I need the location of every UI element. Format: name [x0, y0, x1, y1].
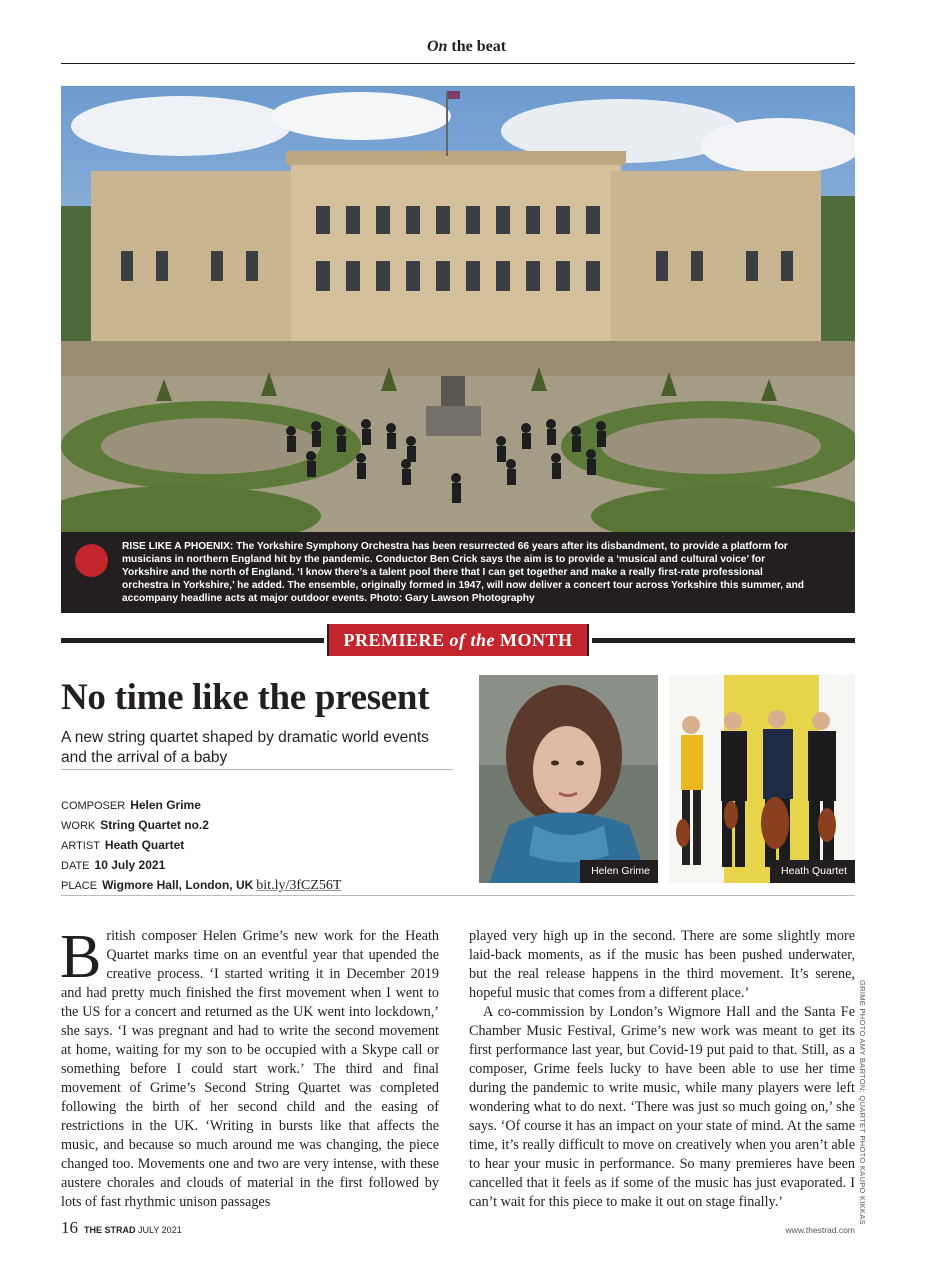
meta-date-label: DATE — [61, 860, 90, 872]
running-head-rest: the beat — [447, 38, 507, 55]
details-rule — [61, 895, 855, 896]
quartet-photo-icon — [669, 675, 855, 883]
meta-artist-label: ARTIST — [61, 840, 100, 852]
running-head-italic: On — [426, 38, 448, 55]
standfirst-rule — [61, 769, 453, 770]
article-column-2 — [469, 927, 855, 1212]
banner-rule-right — [592, 638, 855, 643]
caption-text: RISE LIKE A PHOENIX: The Yorkshire Symphony Orchestra has been resurrected 66 years after its disbandment, to provide a platform for musicians in northern England hit by the pandemic. Conductor Ben Crick says the aim is to provide a ‘musical and cultural voice’ for Yorkshire and the north of England. ‘I know there’s a talent pool there that I can get together and make a really first-rate professional orchestra in Yorkshire,’ he added. The ensemble, originally formed in 1947, will now deliver a concert tour across Yorkshire this summer, and accompany headline acts at major outdoor events. Photo: Gary Lawson Photography — [122, 541, 805, 604]
heath-quartet-photo — [669, 675, 855, 883]
header-rule — [61, 63, 855, 64]
photo-credit — [858, 980, 874, 1225]
drop-cap: B — [60, 923, 102, 991]
meta-date — [61, 856, 461, 876]
meta-work-label: WORK — [61, 820, 96, 832]
meta-composer-label: COMPOSER — [61, 800, 126, 812]
meta-place — [61, 876, 461, 896]
meta-place-value: Wigmore Hall, London, UK — [102, 878, 254, 892]
photo-caption — [61, 532, 855, 613]
portrait-label: Helen Grime — [580, 860, 658, 883]
meta-work-value: String Quartet no.2 — [100, 818, 209, 832]
banner-part2: of the — [449, 630, 495, 650]
premiere-details — [61, 796, 461, 896]
meta-composer-value: Helen Grime — [130, 798, 201, 812]
article-paragraph-2: played very high up in the second. There are some slightly more laid-back moments, as if the music has been pushed underwater, but the real release happens in the third movement. It’s serene, hopeful music that comes from a different place.’ — [469, 928, 855, 1001]
col1-text: ritish composer Helen Grime’s new work for the Heath Quartet marks time on an eventful year that upended the creative process. ‘I started writing it in December 2019 and had pretty much finished the first movement when I went to the US for a concert and returned as the UK went into lockdown,’ she says. ‘I was pregnant and had to write the second movement at home, waiting for my son to be occupied with a Skype call or something before I could start work.’ The third and final movement of Grime’s Second String Quartet was completed following the birth of her second child and the easing of restrictions in the UK. ‘Writing in bursts like that affects the music, and because so much around me was changing, the piece changed too. Movements one and two are very intense, with these austere chorales and clouds of material in the first followed by lots of fast rhythmic unison passages — [61, 928, 439, 1210]
section-banner — [327, 624, 589, 656]
meta-artist — [61, 836, 461, 856]
caption-bullet-icon — [75, 544, 108, 577]
magazine-name: THE STRAD — [84, 1225, 136, 1235]
orchestra-at-stately-home-photo-icon — [61, 86, 855, 532]
running-head — [0, 38, 933, 56]
issue-date: JULY 2021 — [135, 1225, 182, 1235]
article-standfirst: A new string quartet shaped by dramatic world events and the arrival of a baby — [61, 729, 429, 766]
meta-work — [61, 816, 461, 836]
article-column-1 — [60, 923, 439, 1212]
meta-artist-value: Heath Quartet — [104, 838, 185, 852]
portrait-photo-icon — [479, 675, 658, 883]
meta-date-value: 10 July 2021 — [94, 858, 166, 872]
quartet-label: Heath Quartet — [770, 860, 855, 883]
meta-composer — [61, 796, 461, 816]
banner-rule-left — [61, 638, 324, 643]
meta-place-label: PLACE — [61, 880, 98, 892]
site-url[interactable]: www.thestrad.com — [785, 1225, 855, 1235]
photo-credit-text: GRIME PHOTO AMY BARTON; QUARTET PHOTO KAUPO KIKKAS — [858, 980, 867, 1225]
helen-grime-photo — [479, 675, 658, 883]
banner-part1: PREMIERE — [343, 630, 450, 650]
article-paragraph-3: A co-commission by London’s Wigmore Hall and the Santa Fe Chamber Music Festival, Grime’s new work was meant to get its first performance last year, but Covid-19 put paid to that. Still, as a composer, Grime feels lucky to have been able to use her time during the pandemic to write music, while many players were left wondering what to do next. ‘There was just so much going on,’ she says. ‘Of course it has an impact on your state of mind. At the same time, it’s really difficult to move on creatively when you aren’t able to hear your music in performance. So many premieres have been cancelled that it feels as if some of the music has just evaporated. I can’t wait for this piece to make it out on stage finally.’ — [469, 1004, 855, 1210]
orchestra-photo — [61, 86, 855, 532]
magazine-issue — [84, 1225, 182, 1235]
banner-part3: MONTH — [495, 630, 573, 650]
article-paragraph-1 — [60, 923, 439, 1212]
article-title: No time like the present — [61, 677, 430, 718]
venue-link[interactable]: bit.ly/3fCZ56T — [256, 878, 342, 893]
page-number: 16 — [61, 1218, 78, 1237]
